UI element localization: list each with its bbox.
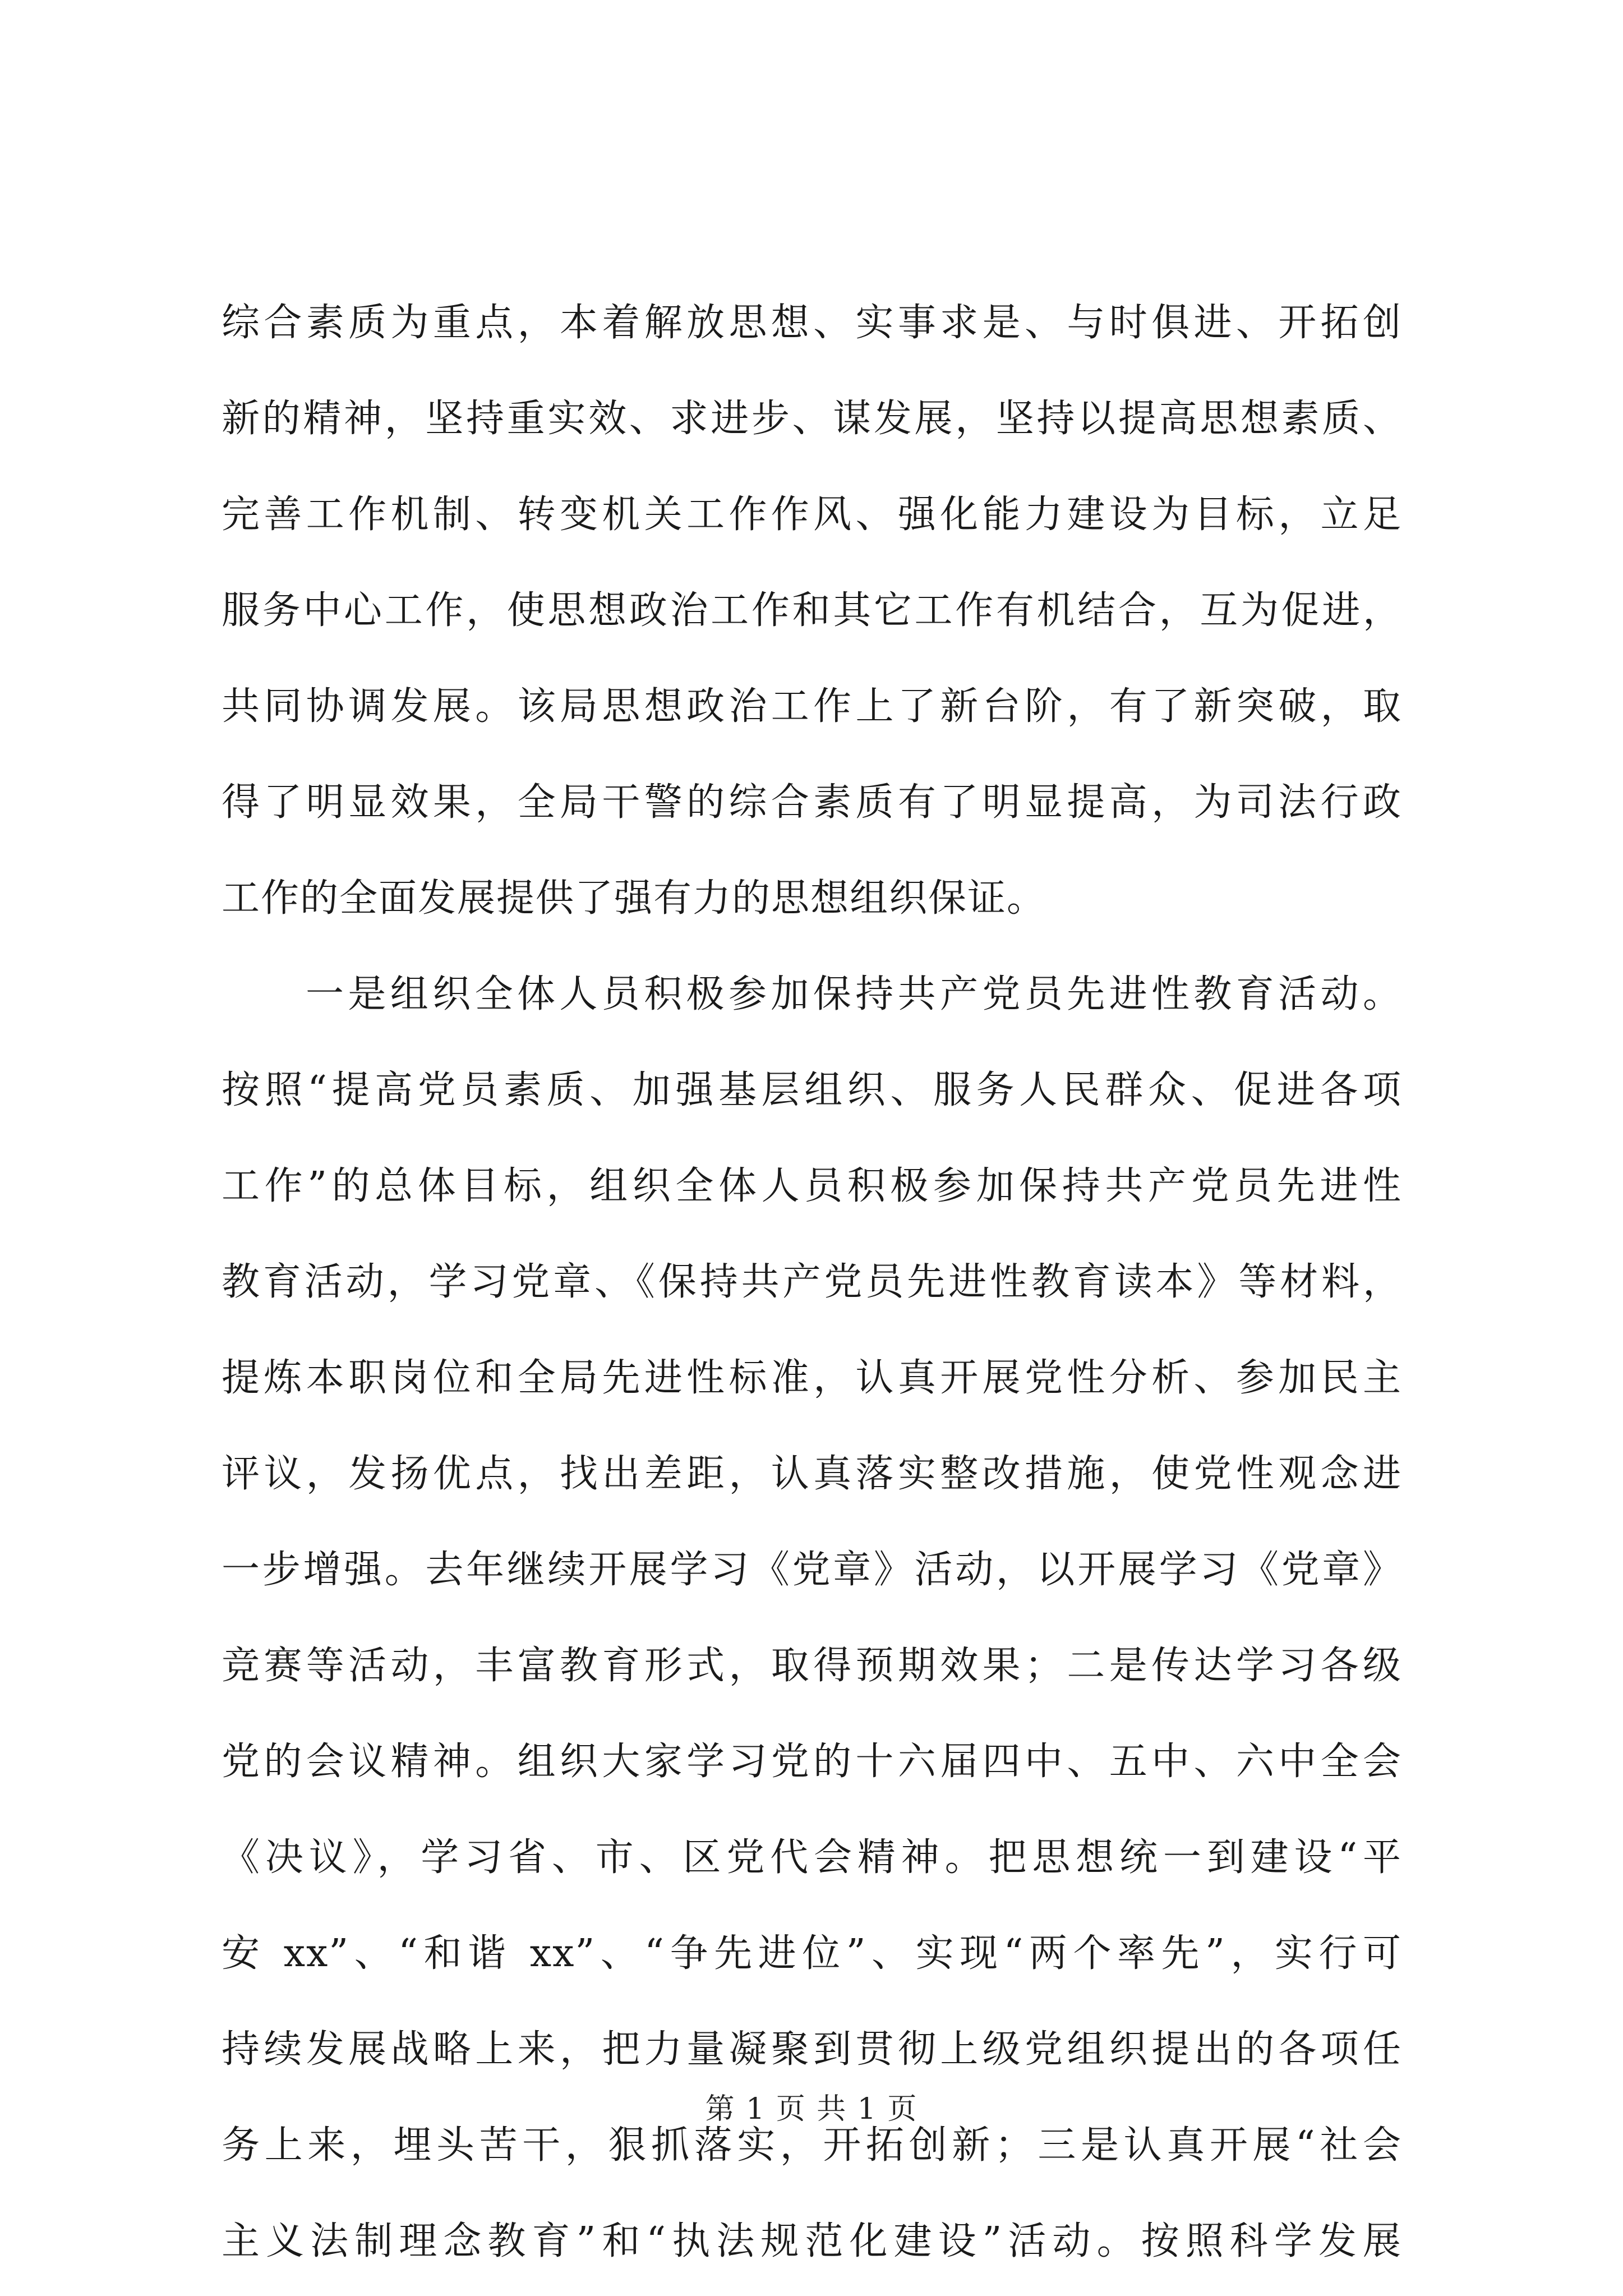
- text-line: 竞赛等活动，丰富教育形式，取得预期效果；二是传达学习各级: [222, 1644, 1402, 1688]
- text-line: 新的精神，坚持重实效、求进步、谋发展，坚持以提高思想素质、: [222, 397, 1402, 441]
- page-footer: 第 1 页 共 1 页: [705, 2092, 918, 2126]
- text-line: 教育活动，学习党章、《保持共产党员先进性教育读本》等材料，: [222, 1260, 1402, 1304]
- text-line: 完善工作机制、转变机关工作作风、强化能力建设为目标，立足: [222, 493, 1402, 537]
- paragraph-first-line: 一是组织全体人员积极参加保持共产党员先进性教育活动。: [306, 972, 1402, 1016]
- text-line: 提炼本职岗位和全局先进性标准，认真开展党性分析、参加民主: [222, 1356, 1402, 1400]
- text-line: 一步增强。去年继续开展学习《党章》活动，以开展学习《党章》: [222, 1548, 1402, 1592]
- text-line: 服务中心工作，使思想政治工作和其它工作有机结合，互为促进，: [222, 588, 1402, 633]
- text-line: 按照“提高党员素质、加强基层组织、服务人民群众、促进各项: [222, 1068, 1402, 1112]
- text-line: 安 xx”、“和谐 xx”、“争先进位”、实现“两个率先”，实行可: [222, 1931, 1402, 1976]
- text-line: 评议，发扬优点，找出差距，认真落实整改措施，使党性观念进: [222, 1452, 1402, 1496]
- text-line: 持续发展战略上来，把力量凝聚到贯彻上级党组织提出的各项任: [222, 2027, 1402, 2072]
- text-line: 务上来，埋头苦干，狠抓落实，开拓创新；三是认真开展“社会: [222, 2123, 1402, 2168]
- text-line: 得了明显效果，全局干警的综合素质有了明显提高，为司法行政: [222, 780, 1402, 825]
- text-line: 工作”的总体目标，组织全体人员积极参加保持共产党员先进性: [222, 1164, 1402, 1208]
- text-line: 工作的全面发展提供了强有力的思想组织保证。: [222, 876, 1046, 921]
- text-line: 党的会议精神。组织大家学习党的十六届四中、五中、六中全会: [222, 1740, 1402, 1784]
- text-line: 主义法制理念教育”和“执法规范化建设”活动。按照科学发展: [222, 2219, 1402, 2263]
- text-line: 综合素质为重点，本着解放思想、实事求是、与时俱进、开拓创: [222, 301, 1402, 345]
- text-line: 《决议》，学习省、市、区党代会精神。把思想统一到建设“平: [222, 1835, 1402, 1880]
- text-line: 共同协调发展。该局思想政治工作上了新台阶，有了新突破，取: [222, 684, 1402, 729]
- document-body: [222, 275, 1402, 2289]
